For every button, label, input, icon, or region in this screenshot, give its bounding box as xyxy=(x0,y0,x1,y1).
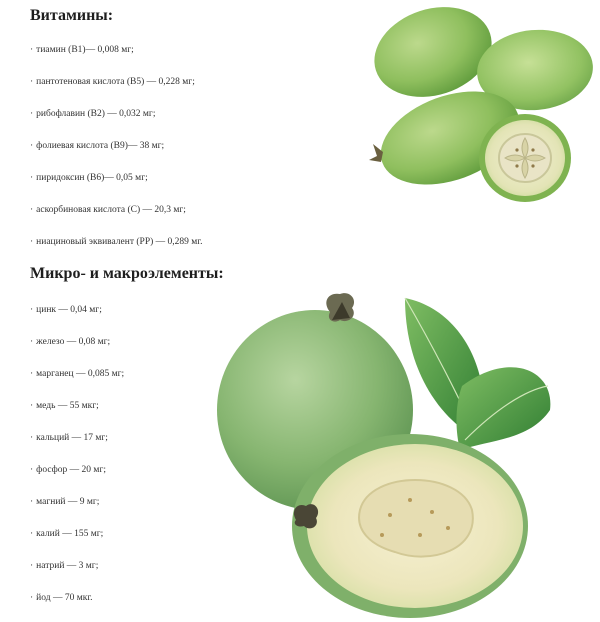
list-item: · йод — 70 мкг. xyxy=(30,593,93,603)
list-item: · тиамин (B1)— 0,008 мг; xyxy=(30,45,134,55)
list-item: · рибофлавин (B2) — 0,032 мг; xyxy=(30,109,156,119)
list-item: · фосфор — 20 мг; xyxy=(30,465,106,475)
list-item: · ниациновый эквивалент (PP) — 0,289 мг. xyxy=(30,237,203,247)
feijoa-with-leaves-image xyxy=(210,290,560,622)
list-item: · кальций — 17 мг; xyxy=(30,433,108,443)
minerals-heading: Микро- и макроэлементы: xyxy=(30,265,224,282)
list-item: · натрий — 3 мг; xyxy=(30,561,99,571)
list-item: · железо — 0,08 мг; xyxy=(30,337,111,347)
list-item: · магний — 9 мг; xyxy=(30,497,100,507)
list-item: · пиридоксин (B6)— 0,05 мг; xyxy=(30,173,148,183)
list-item: · марганец — 0,085 мг; xyxy=(30,369,125,379)
list-item: · цинк — 0,04 мг; xyxy=(30,305,102,315)
list-item: · фолиевая кислота (B9)— 38 мг; xyxy=(30,141,165,151)
list-item: · аскорбиновая кислота (C) — 20,3 мг; xyxy=(30,205,186,215)
vitamins-heading: Витамины: xyxy=(30,7,114,24)
list-item: · медь — 55 мкг; xyxy=(30,401,99,411)
list-item: · пантотеновая кислота (B5) — 0,228 мг; xyxy=(30,77,195,87)
feijoa-fruits-image xyxy=(365,0,600,215)
list-item: · калий — 155 мг; xyxy=(30,529,104,539)
